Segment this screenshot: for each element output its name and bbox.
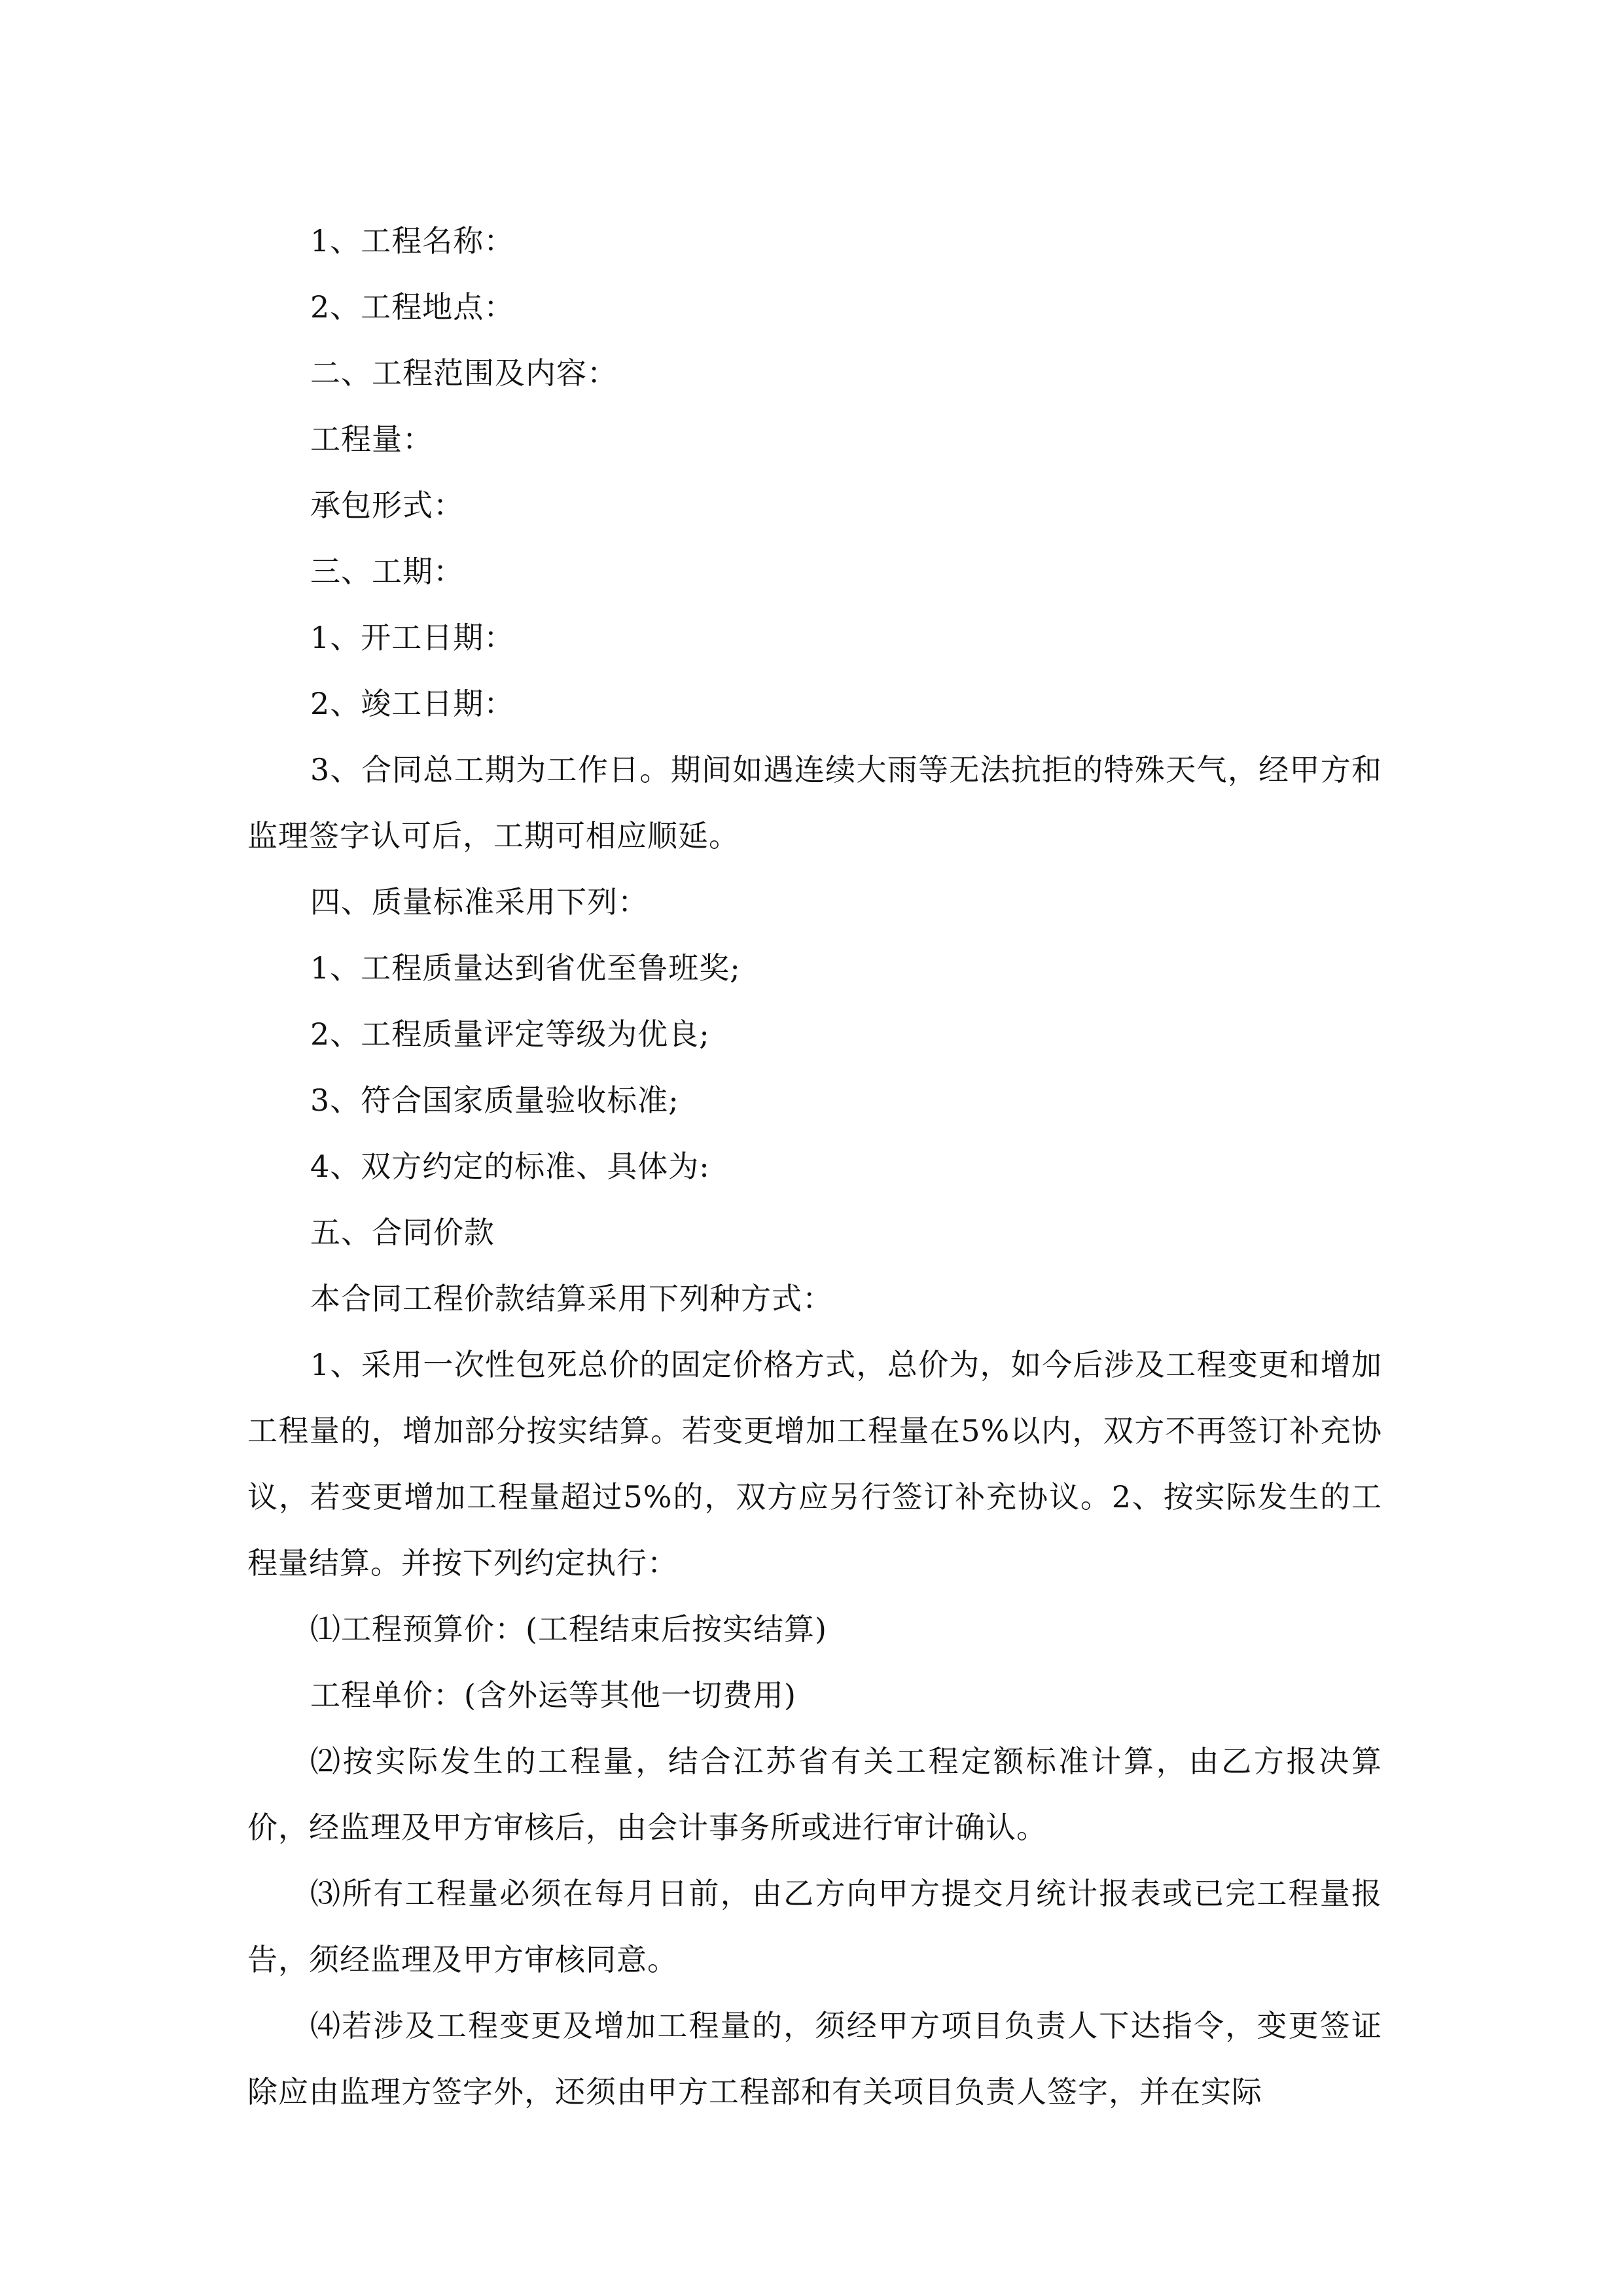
document-body xyxy=(247,208,1382,2125)
paragraph-unit-price: 工程单价：(含外运等其他一切费用) xyxy=(310,1677,796,1713)
paragraph-budget-price: ⑴工程预算价：(工程结束后按实结算) xyxy=(310,1611,827,1647)
paragraph-settlement-methods: 本合同工程价款结算采用下列种方式： xyxy=(310,1281,833,1316)
paragraph-project-location: 2、工程地点： xyxy=(310,289,515,325)
paragraph-change-orders: ⑷若涉及工程变更及增加工程量的，须经甲方项目负责人下达指令，变更签证除应由监理方签字外，还须由甲方工程部和有关项目负责人签字，并在实际 xyxy=(247,2008,1382,2109)
section-heading-quality: 四、质量标准采用下列： xyxy=(310,884,649,920)
paragraph-total-duration: 3、合同总工期为工作日。期间如遇连续大雨等无法抗拒的特殊天气，经甲方和监理签字认可后，工期可相应顺延。 xyxy=(247,752,1382,853)
paragraph-start-date: 1、开工日期： xyxy=(310,620,515,655)
paragraph-contract-form: 承包形式： xyxy=(310,488,464,523)
paragraph-project-name: 1、工程名称： xyxy=(310,223,515,259)
paragraph-completion-date: 2、竣工日期： xyxy=(310,686,515,721)
paragraph-actual-quantity: ⑵按实际发生的工程量，结合江苏省有关工程定额标准计算，由乙方报决算价，经监理及甲方审核后，由会计事务所或进行审计确认。 xyxy=(247,1744,1382,1845)
section-heading-price: 五、合同价款 xyxy=(310,1215,495,1250)
section-heading-scope: 二、工程范围及内容： xyxy=(310,355,618,391)
section-heading-schedule: 三、工期： xyxy=(310,554,464,589)
paragraph-quality-3: 3、符合国家质量验收标准; xyxy=(310,1083,679,1118)
paragraph-quantity: 工程量： xyxy=(310,422,433,457)
paragraph-settlement-1: 1、采用一次性包死总价的固定价格方式，总价为，如今后涉及工程变更和增加工程量的，增加部分按实结算。若变更增加工程量在5%以内，双方不再签订补充协议，若变更增加工程量超过5%的，双方应另行签订补充协议。2、按实际发生的工程量结算。并按下列约定执行： xyxy=(247,1347,1382,1581)
paragraph-monthly-report: ⑶所有工程量必须在每月日前，由乙方向甲方提交月统计报表或已完工程量报告，须经监理及甲方审核同意。 xyxy=(247,1876,1382,1977)
paragraph-quality-1: 1、工程质量达到省优至鲁班奖; xyxy=(310,950,741,986)
paragraph-quality-2: 2、工程质量评定等级为优良; xyxy=(310,1016,710,1052)
paragraph-quality-4: 4、双方约定的标准、具体为: xyxy=(310,1149,710,1184)
